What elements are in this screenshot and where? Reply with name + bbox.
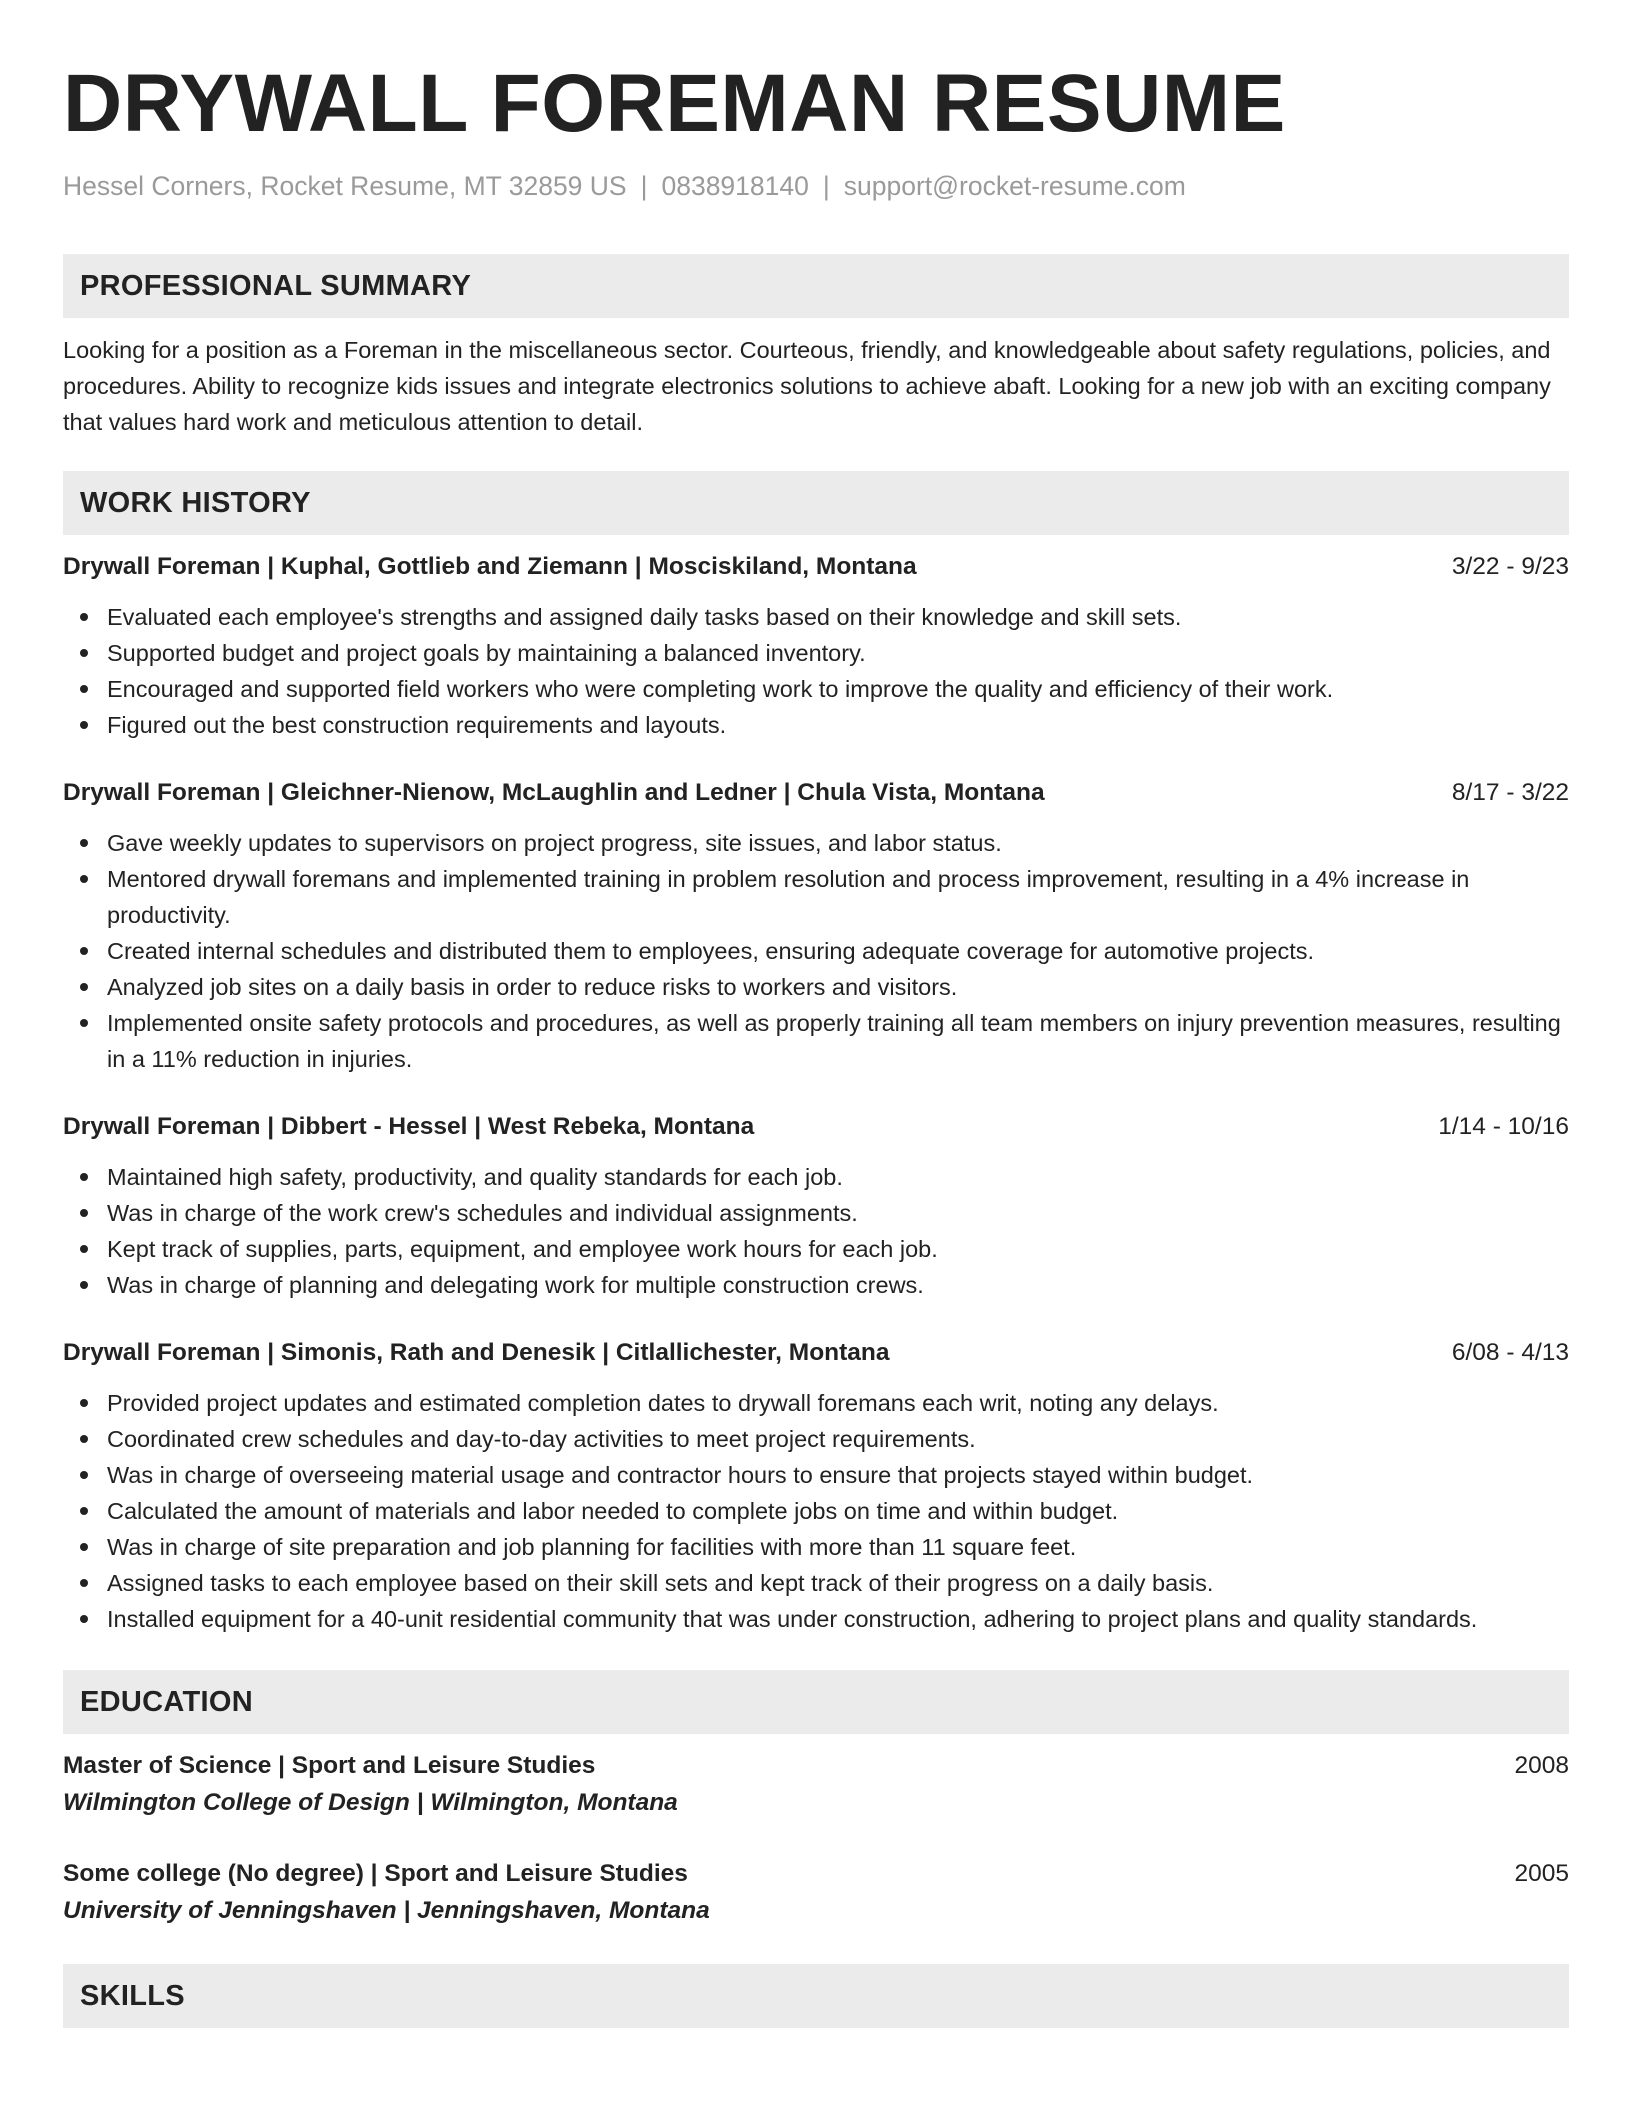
job-bullets bbox=[63, 599, 1569, 743]
section-header-skills: SKILLS bbox=[63, 1964, 1569, 2028]
education-degree: Master of Science | Sport and Leisure Studies bbox=[63, 1752, 596, 1779]
job-bullet: Figured out the best construction requirements and layouts. bbox=[63, 707, 1569, 743]
job-entry bbox=[63, 775, 1569, 1077]
job-bullet: Calculated the amount of materials and labor needed to complete jobs on time and within budget. bbox=[63, 1493, 1569, 1529]
job-bullet: Installed equipment for a 40-unit residential community that was under construction, adhering to project plans and quality standards. bbox=[63, 1601, 1569, 1637]
contact-phone: 0838918140 bbox=[661, 171, 809, 201]
job-bullet: Was in charge of site preparation and job planning for facilities with more than 11 square feet. bbox=[63, 1529, 1569, 1565]
contact-email: support@rocket-resume.com bbox=[843, 171, 1186, 201]
job-bullet: Kept track of supplies, parts, equipment, and employee work hours for each job. bbox=[63, 1231, 1569, 1267]
job-title: Drywall Foreman | Gleichner-Nienow, McLaughlin and Ledner | Chula Vista, Montana bbox=[63, 779, 1045, 806]
job-title: Drywall Foreman | Kuphal, Gottlieb and Ziemann | Mosciskiland, Montana bbox=[63, 553, 917, 580]
job-title: Drywall Foreman | Dibbert - Hessel | West Rebeka, Montana bbox=[63, 1113, 755, 1140]
education-entry bbox=[63, 1856, 1569, 1930]
contact-separator: | bbox=[640, 171, 648, 201]
job-bullet: Maintained high safety, productivity, and quality standards for each job. bbox=[63, 1159, 1569, 1195]
job-dates: 6/08 - 4/13 bbox=[1451, 1339, 1569, 1366]
job-bullets bbox=[63, 1385, 1569, 1637]
education-year: 2008 bbox=[1514, 1752, 1569, 1779]
job-bullet: Was in charge of overseeing material usage and contractor hours to ensure that projects stayed within budget. bbox=[63, 1457, 1569, 1493]
job-bullet: Was in charge of the work crew's schedules and individual assignments. bbox=[63, 1195, 1569, 1231]
job-header bbox=[63, 775, 1569, 811]
job-bullet: Evaluated each employee's strengths and assigned daily tasks based on their knowledge and skill sets. bbox=[63, 599, 1569, 635]
job-bullet: Assigned tasks to each employee based on their skill sets and kept track of their progress on a daily basis. bbox=[63, 1565, 1569, 1601]
job-header bbox=[63, 1109, 1569, 1145]
job-bullet: Encouraged and supported field workers who were completing work to improve the quality and efficiency of their work. bbox=[63, 671, 1569, 707]
section-header-education: EDUCATION bbox=[63, 1670, 1569, 1734]
job-entry bbox=[63, 549, 1569, 743]
job-bullets bbox=[63, 1159, 1569, 1303]
education-entry bbox=[63, 1748, 1569, 1822]
section-header-summary: PROFESSIONAL SUMMARY bbox=[63, 254, 1569, 318]
education-header bbox=[63, 1856, 1569, 1892]
education-header bbox=[63, 1748, 1569, 1784]
job-bullet: Gave weekly updates to supervisors on project progress, site issues, and labor status. bbox=[63, 825, 1569, 861]
summary-text: Looking for a position as a Foreman in the miscellaneous sector. Courteous, friendly, and knowledgeable about safety regulations, policies, and procedures. Ability to recognize kids issues and integrate electronics solutions to achieve abaft. Looking for a new job with an exciting company that values hard work and meticulous attention to detail. bbox=[63, 337, 1551, 435]
job-bullet: Was in charge of planning and delegating work for multiple construction crews. bbox=[63, 1267, 1569, 1303]
job-bullet: Provided project updates and estimated completion dates to drywall foremans each writ, noting any delays. bbox=[63, 1385, 1569, 1421]
job-dates: 8/17 - 3/22 bbox=[1451, 779, 1569, 806]
job-bullet: Coordinated crew schedules and day-to-day activities to meet project requirements. bbox=[63, 1421, 1569, 1457]
job-bullet: Created internal schedules and distributed them to employees, ensuring adequate coverage for automotive projects. bbox=[63, 933, 1569, 969]
job-title: Drywall Foreman | Simonis, Rath and Denesik | Citlallichester, Montana bbox=[63, 1339, 890, 1366]
contact-separator: | bbox=[822, 171, 830, 201]
job-entry bbox=[63, 1335, 1569, 1637]
job-dates: 3/22 - 9/23 bbox=[1451, 553, 1569, 580]
job-entry bbox=[63, 1109, 1569, 1303]
education-school: Wilmington College of Design | Wilmington, Montana bbox=[63, 1789, 678, 1816]
contact-address: Hessel Corners, Rocket Resume, MT 32859 US bbox=[63, 171, 627, 201]
education-school: University of Jenningshaven | Jenningshaven, Montana bbox=[63, 1897, 710, 1924]
job-bullet: Implemented onsite safety protocols and procedures, as well as properly training all team members on injury prevention measures, resulting in a 11% reduction in injuries. bbox=[63, 1005, 1569, 1077]
education-year: 2005 bbox=[1514, 1860, 1569, 1887]
job-bullet: Analyzed job sites on a daily basis in order to reduce risks to workers and visitors. bbox=[63, 969, 1569, 1005]
education-degree: Some college (No degree) | Sport and Leisure Studies bbox=[63, 1860, 688, 1887]
section-header-work-history: WORK HISTORY bbox=[63, 471, 1569, 535]
job-bullets bbox=[63, 825, 1569, 1077]
job-bullet: Mentored drywall foremans and implemented training in problem resolution and process improvement, resulting in a 4% increase in productivity. bbox=[63, 861, 1569, 933]
contact-line bbox=[63, 168, 1569, 204]
job-bullet: Supported budget and project goals by maintaining a balanced inventory. bbox=[63, 635, 1569, 671]
resume-title: DRYWALL FOREMAN RESUME bbox=[63, 58, 1286, 149]
job-dates: 1/14 - 10/16 bbox=[1438, 1113, 1569, 1140]
job-header bbox=[63, 1335, 1569, 1371]
job-header bbox=[63, 549, 1569, 585]
